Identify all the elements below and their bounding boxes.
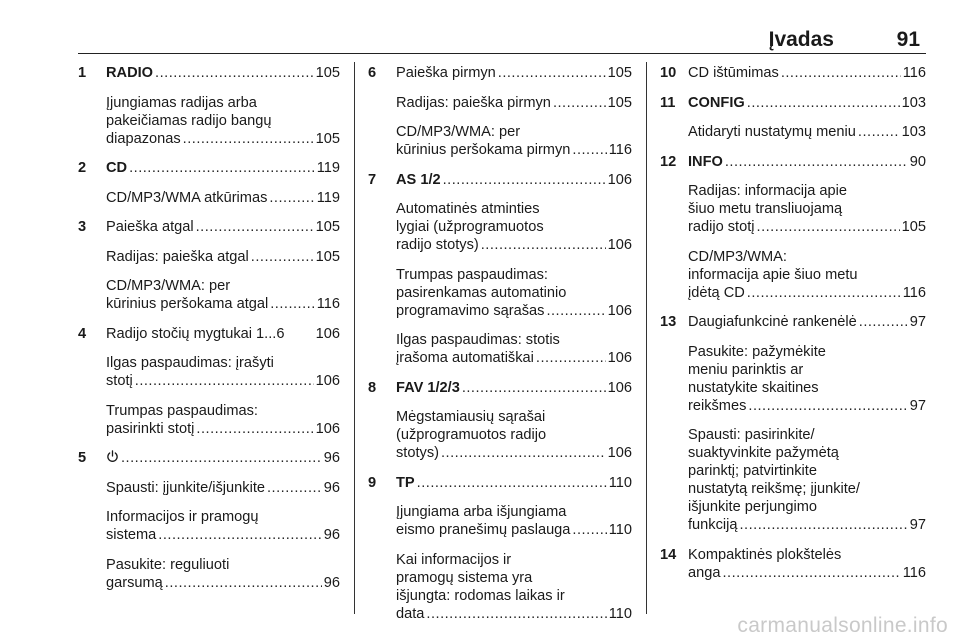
index-line xyxy=(106,159,340,177)
dot-leader xyxy=(135,372,314,390)
watermark: carmanualsonline.info xyxy=(737,614,948,637)
entry-text: suaktyvinkite pažymėtą xyxy=(688,445,839,461)
page-reference-link[interactable]: 97 xyxy=(909,517,926,533)
page-reference-link[interactable]: 106 xyxy=(607,302,632,319)
entry-number: 14 xyxy=(660,546,677,563)
page-reference-link[interactable]: 97 xyxy=(909,397,926,414)
entry-number: 6 xyxy=(368,65,377,81)
entry-item xyxy=(688,546,926,582)
entry-text: radijo stotys) xyxy=(396,237,479,253)
entry-text: Mėgstamiausių sąrašai xyxy=(396,409,546,425)
index-column-1 xyxy=(78,64,340,603)
index-line xyxy=(396,64,632,82)
entry-text: sistema xyxy=(106,527,157,543)
dot-leader xyxy=(747,94,900,112)
dot-leader xyxy=(417,474,607,492)
index-line xyxy=(688,516,926,534)
entry-item xyxy=(106,556,340,592)
page-reference-link[interactable]: 106 xyxy=(315,373,340,389)
entry-text: informacija apie šiuo metu xyxy=(688,266,858,283)
entry-text: reikšmes xyxy=(688,397,747,414)
entry-text: CD/MP3/WMA: xyxy=(688,248,787,265)
entry-text: diapazonas xyxy=(106,130,181,147)
page-reference-link[interactable]: 97 xyxy=(909,314,926,330)
dot-leader xyxy=(129,159,315,177)
dot-leader xyxy=(546,302,605,320)
entry-item xyxy=(106,64,340,82)
control-name: AS 1/2 xyxy=(396,171,441,188)
entry-item xyxy=(106,277,340,313)
page-reference-link[interactable]: 96 xyxy=(323,450,340,466)
page-reference-link[interactable]: 105 xyxy=(607,65,632,81)
index-entry xyxy=(368,474,632,623)
index-entry xyxy=(78,64,340,148)
page-reference-link[interactable]: 116 xyxy=(316,296,340,312)
page-header xyxy=(78,22,926,52)
entry-text: nustatytą reikšmę; įjunkite/ xyxy=(688,481,860,497)
index-line xyxy=(106,574,340,592)
page-reference-link[interactable]: 106 xyxy=(607,445,632,461)
entry-item xyxy=(106,402,340,438)
dot-leader xyxy=(165,574,322,592)
page-reference-link[interactable]: 110 xyxy=(608,605,632,622)
index-line xyxy=(688,153,926,171)
index-entry xyxy=(78,159,340,207)
index-line xyxy=(396,141,632,159)
index-line xyxy=(688,94,926,112)
index-line xyxy=(396,605,632,623)
entry-text: Paieška pirmyn xyxy=(396,65,496,81)
dot-leader xyxy=(443,171,606,189)
dot-leader xyxy=(462,379,606,397)
control-name: RADIO xyxy=(106,65,154,81)
page-reference-link[interactable]: 96 xyxy=(323,527,340,543)
dot-leader xyxy=(572,521,606,539)
entry-text: parinktį; patvirtinkite xyxy=(688,463,817,479)
index-entry xyxy=(78,325,340,438)
entry-text: programavimo sąrašas xyxy=(396,302,545,319)
index-entry xyxy=(660,94,926,142)
entry-item xyxy=(688,182,926,236)
entry-text: CD/MP3/WMA: per xyxy=(106,278,231,294)
entry-text: įdėtą CD xyxy=(688,284,745,301)
entry-number: 8 xyxy=(368,379,377,396)
index-line xyxy=(688,397,926,415)
entry-item xyxy=(396,379,632,397)
entry-item xyxy=(106,325,340,343)
dot-leader xyxy=(426,605,606,623)
entry-item xyxy=(106,248,340,266)
entry-text: CD ištūmimas xyxy=(688,65,779,81)
dot-leader xyxy=(747,284,901,302)
entry-text: pakeičiamas radijo bangų xyxy=(106,112,272,129)
entry-text: Automatinės atminties xyxy=(396,201,540,217)
header-divider xyxy=(78,53,926,54)
index-line xyxy=(106,64,340,82)
index-line xyxy=(396,302,632,320)
index-entry xyxy=(660,64,926,82)
page-number: 91 xyxy=(896,28,920,51)
entry-text: eismo pranešimų paslauga xyxy=(396,522,571,538)
entry-text: Ilgas paspaudimas: stotis xyxy=(396,332,560,348)
entry-text: Trumpas paspaudimas: xyxy=(106,402,258,419)
index-line xyxy=(106,420,340,438)
entry-item xyxy=(396,503,632,539)
entry-number: 1 xyxy=(78,65,87,81)
entry-text: Įjungiama arba išjungiama xyxy=(396,504,567,520)
entry-item xyxy=(688,248,926,302)
entry-text: Radijas: paieška pirmyn xyxy=(396,94,551,111)
page-reference-link[interactable]: 90 xyxy=(909,153,926,170)
index-entry xyxy=(368,64,632,159)
entry-item xyxy=(396,331,632,367)
dot-leader xyxy=(269,189,314,207)
entry-text: Daugiafunkcinė rankenėlė xyxy=(688,314,857,330)
dot-leader xyxy=(725,153,908,171)
page-reference-link[interactable]: 105 xyxy=(315,219,340,235)
index-entry xyxy=(660,153,926,302)
entry-text: Atidaryti nustatymų meniu xyxy=(688,124,856,140)
page-reference-link[interactable]: 103 xyxy=(901,124,926,140)
entry-text: CD/MP3/WMA: per xyxy=(396,124,521,140)
entry-text: meniu parinktis ar xyxy=(688,361,804,378)
entry-item xyxy=(396,266,632,320)
entry-text: pasirenkamas automatinio xyxy=(396,284,567,301)
page-reference-link[interactable]: 119 xyxy=(316,189,340,206)
index-entry xyxy=(78,218,340,313)
entry-text: Informacijos ir pramogų xyxy=(106,509,259,525)
entry-item xyxy=(106,94,340,148)
entry-number: 12 xyxy=(660,153,677,170)
dot-leader xyxy=(748,397,907,415)
entry-item xyxy=(688,343,926,415)
page-reference-link[interactable]: 116 xyxy=(902,564,926,581)
dot-leader xyxy=(251,248,314,266)
index-line xyxy=(106,372,340,390)
dot-leader xyxy=(781,64,901,82)
entry-text: Pasukite: reguliuoti xyxy=(106,556,230,573)
entry-number: 3 xyxy=(78,219,87,235)
entry-item xyxy=(688,426,926,534)
entry-text: Spausti: pasirinkite/ xyxy=(688,427,815,443)
index-entry xyxy=(78,449,340,592)
entry-text: Paieška atgal xyxy=(106,219,194,235)
entry-text: anga xyxy=(688,564,721,581)
entry-number: 9 xyxy=(368,474,377,491)
index-entry xyxy=(660,313,926,534)
index-line xyxy=(688,64,926,82)
entry-text: kūrinius peršokama atgal xyxy=(106,296,269,312)
entry-item xyxy=(106,479,340,497)
dot-leader xyxy=(270,295,315,313)
index-line xyxy=(396,444,632,462)
index-line xyxy=(396,521,632,539)
page-reference-link[interactable]: 116 xyxy=(902,284,926,301)
page-reference-link[interactable]: 105 xyxy=(901,219,926,235)
entry-item xyxy=(688,153,926,171)
index-line xyxy=(106,479,340,497)
dot-leader xyxy=(183,130,314,148)
dot-leader xyxy=(267,479,322,497)
dot-leader xyxy=(196,218,314,236)
page-reference-link[interactable]: 105 xyxy=(315,130,340,147)
entry-item xyxy=(106,508,340,544)
control-name: CONFIG xyxy=(688,94,745,111)
entry-item xyxy=(106,218,340,236)
entry-number: 5 xyxy=(78,450,87,466)
entry-text: Kompaktinės plokštelės xyxy=(688,546,842,563)
dot-leader xyxy=(757,218,900,236)
entry-item xyxy=(688,94,926,112)
dot-leader xyxy=(859,313,908,331)
index-line xyxy=(396,171,632,189)
entry-item xyxy=(396,408,632,462)
dot-leader xyxy=(536,349,606,367)
entry-number: 11 xyxy=(660,94,676,111)
entry-item xyxy=(396,551,632,623)
entry-item xyxy=(106,354,340,390)
dot-leader xyxy=(553,94,606,112)
entry-text: radijo stotį xyxy=(688,219,755,235)
index-line xyxy=(396,236,632,254)
dot-leader xyxy=(858,123,900,141)
page-reference-link[interactable]: 110 xyxy=(608,474,632,491)
page-reference-link[interactable]: 106 xyxy=(315,420,340,437)
entry-item xyxy=(688,123,926,141)
index-line xyxy=(688,284,926,302)
page-reference-link[interactable]: 116 xyxy=(608,142,632,158)
entry-text: šiuo metu transliuojamą xyxy=(688,201,843,217)
index-line xyxy=(396,94,632,112)
index-entry xyxy=(660,546,926,582)
page-reference-link[interactable]: 106 xyxy=(607,379,632,396)
entry-text: Pasukite: pažymėkite xyxy=(688,343,826,360)
index-line xyxy=(396,349,632,367)
entry-text: Ilgas paspaudimas: įrašyti xyxy=(106,355,274,371)
index-entry xyxy=(368,171,632,368)
entry-item xyxy=(396,171,632,189)
index-column-3 xyxy=(660,64,926,593)
entry-text: kūrinius peršokama pirmyn xyxy=(396,142,571,158)
index-line xyxy=(688,123,926,141)
dot-leader xyxy=(498,64,606,82)
control-name: FAV 1/2/3 xyxy=(396,379,460,396)
entry-item xyxy=(106,449,340,467)
entry-text: lygiai (užprogramuotos xyxy=(396,219,544,235)
dot-leader xyxy=(121,449,322,467)
page-reference-link[interactable]: 103 xyxy=(901,94,926,111)
index-line xyxy=(106,526,340,544)
index-line xyxy=(396,379,632,397)
control-name: TP xyxy=(396,474,415,491)
entry-text: pasirinkti stotį xyxy=(106,420,195,437)
entry-text: Trumpas paspaudimas: xyxy=(396,266,548,283)
index-line xyxy=(688,218,926,236)
entry-item xyxy=(396,200,632,254)
index-line xyxy=(106,218,340,236)
entry-number: 10 xyxy=(660,65,677,81)
entry-number: 2 xyxy=(78,160,87,176)
page-reference-link[interactable]: 105 xyxy=(315,65,340,81)
dot-leader xyxy=(196,420,313,438)
entry-item xyxy=(688,64,926,82)
index-line xyxy=(106,248,340,266)
entry-text: įrašoma automatiškai xyxy=(396,350,534,366)
entry-text: išjungta: rodomas laikas ir xyxy=(396,587,565,604)
dot-leader xyxy=(722,564,900,582)
dot-leader xyxy=(155,64,314,82)
entry-text: Radijas: informacija apie xyxy=(688,183,847,199)
entry-text: (užprogramuotos radijo xyxy=(396,427,547,443)
entry-text: nustatykite skaitines xyxy=(688,379,819,396)
control-name: CD xyxy=(106,160,128,176)
index-line xyxy=(106,325,340,343)
page-reference-link[interactable]: 105 xyxy=(607,94,632,111)
entry-item xyxy=(106,159,340,177)
page-reference-link[interactable]: 110 xyxy=(608,522,632,538)
page-reference-link[interactable]: 106 xyxy=(607,350,632,366)
dot-leader xyxy=(441,444,606,462)
entry-text: funkciją xyxy=(688,517,738,533)
entry-number: 13 xyxy=(660,314,677,330)
entry-number: 4 xyxy=(78,325,87,342)
index-line xyxy=(106,449,340,467)
dot-leader xyxy=(481,236,606,254)
entry-text: Spausti: įjunkite/išjunkite xyxy=(106,479,265,496)
index-line xyxy=(396,474,632,492)
entry-number: 7 xyxy=(368,171,377,188)
entry-item xyxy=(396,94,632,112)
entry-item xyxy=(688,313,926,331)
entry-text: Įjungiamas radijas arba xyxy=(106,94,257,111)
index-line xyxy=(106,130,340,148)
entry-text: pramogų sistema yra xyxy=(396,569,533,586)
entry-text: Radijo stočių mygtukai 1...6 xyxy=(106,325,285,342)
power-icon xyxy=(106,449,119,467)
dot-leader xyxy=(739,516,907,534)
column-divider xyxy=(354,62,355,614)
column-divider xyxy=(646,62,647,614)
entry-item xyxy=(396,64,632,82)
dot-leader xyxy=(158,526,321,544)
index-line xyxy=(688,313,926,331)
page-reference-link[interactable]: 106 xyxy=(315,325,340,342)
entry-text: data xyxy=(396,605,425,622)
entry-text: Kai informacijos ir xyxy=(396,551,512,568)
index-line xyxy=(688,564,926,582)
section-title: Įvadas xyxy=(768,28,834,51)
entry-text: CD/MP3/WMA atkūrimas xyxy=(106,189,268,206)
index-line xyxy=(106,189,340,207)
entry-item xyxy=(396,123,632,159)
control-name: INFO xyxy=(688,153,723,170)
entry-text: garsumą xyxy=(106,574,163,591)
entry-text: išjunkite perjungimo xyxy=(688,499,817,515)
entry-text: stotys) xyxy=(396,445,439,461)
page-reference-link[interactable]: 96 xyxy=(323,574,340,591)
page-reference-link[interactable]: 96 xyxy=(323,479,340,496)
index-column-2 xyxy=(368,64,632,634)
page-reference-link[interactable]: 119 xyxy=(316,160,340,176)
entry-item xyxy=(106,189,340,207)
page-reference-link[interactable]: 116 xyxy=(902,65,926,81)
entry-text: Radijas: paieška atgal xyxy=(106,248,249,265)
page-reference-link[interactable]: 106 xyxy=(607,171,632,188)
entry-text: stotį xyxy=(106,373,133,389)
page-reference-link[interactable]: 105 xyxy=(315,248,340,265)
page-reference-link[interactable]: 106 xyxy=(607,237,632,253)
index-entry xyxy=(368,379,632,463)
entry-item xyxy=(396,474,632,492)
dot-leader xyxy=(572,141,606,159)
index-line xyxy=(106,295,340,313)
